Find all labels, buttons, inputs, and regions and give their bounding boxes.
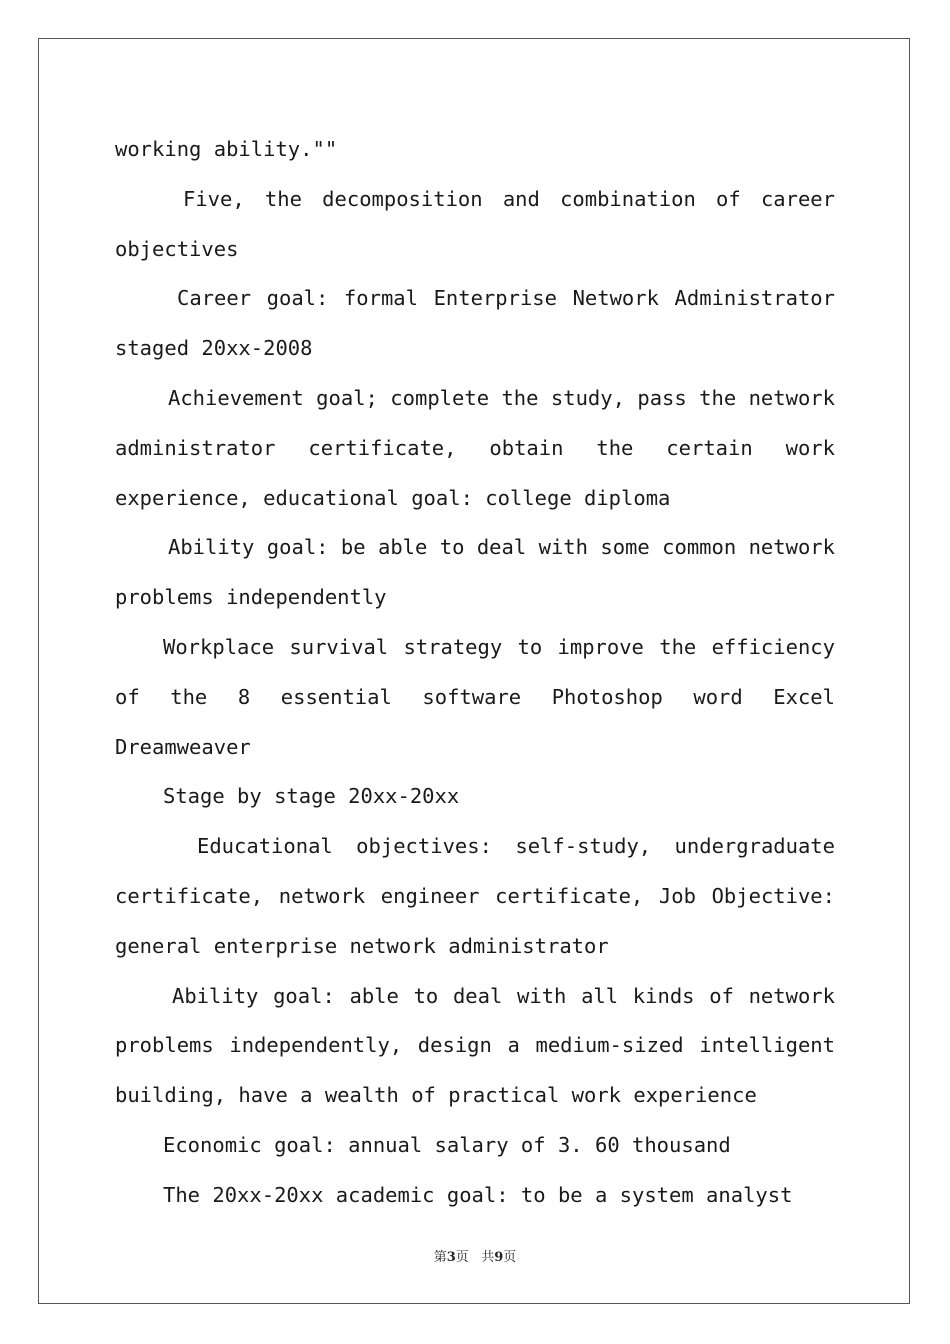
paragraph-ability-goal: Ability goal: be able to deal with some common network problems independently — [115, 535, 835, 610]
footer-page-prefix: 第 — [433, 1250, 447, 1265]
footer-total-pages: 9 — [494, 1250, 504, 1265]
document-body — [115, 125, 835, 1221]
paragraph-workplace-strategy: Workplace survival strategy to improve the efficiency of the 8 essential software Photoshop word Excel Dreamweaver — [115, 634, 835, 759]
paragraph-stage: Stage by stage 20xx-20xx — [163, 784, 460, 809]
paragraph-academic-goal: The 20xx-20xx academic goal: to be a system analyst — [163, 1182, 793, 1207]
footer-page-number: 3 — [446, 1250, 456, 1265]
footer-total-suffix: 页 — [503, 1250, 517, 1265]
paragraph-continuation: working ability."" — [115, 137, 338, 161]
paragraph-ability-goal-2: Ability goal: able to deal with all kinds of network problems independently, design a medium-sized intelligent building, have a wealth of practical work experience — [115, 983, 835, 1108]
page-footer — [0, 1246, 950, 1265]
paragraph-career-goal: Career goal: formal Enterprise Network Administrator staged 20xx-2008 — [115, 286, 835, 361]
section-heading: Five, the decomposition and combination of career objectives — [115, 186, 835, 261]
paragraph-educational-objectives: Educational objectives: self-study, undergraduate certificate, network engineer certificate, Job Objective: general enterprise network administrator — [115, 834, 835, 958]
paragraph-achievement-goal: Achievement goal; complete the study, pass the network administrator certificate, obtain the certain work experience, educational goal: college diploma — [115, 385, 835, 510]
footer-page-suffix: 页 — [455, 1250, 469, 1265]
footer-total-prefix: 共 — [481, 1250, 495, 1265]
paragraph-economic-goal: Economic goal: annual salary of 3. 60 thousand — [163, 1132, 731, 1157]
